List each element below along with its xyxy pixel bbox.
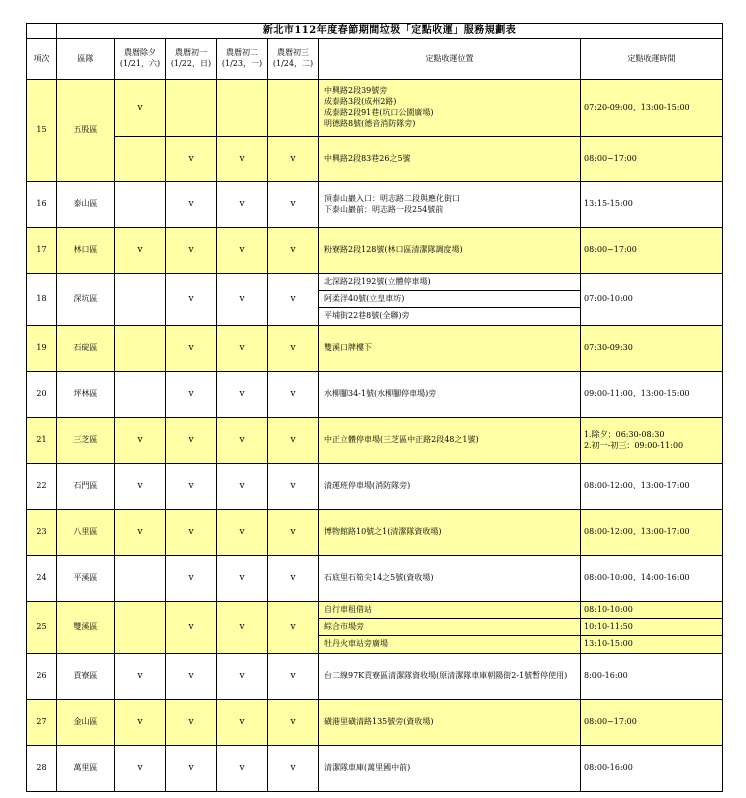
check-cell bbox=[115, 602, 166, 654]
header-time: 定點收運時間 bbox=[581, 39, 723, 80]
header-row bbox=[27, 39, 723, 80]
page-title: 新北市112年度春節期間垃圾「定點收運」服務規劃表 bbox=[57, 24, 723, 39]
check-cell: v bbox=[166, 418, 217, 464]
row-no: 22 bbox=[27, 464, 57, 510]
check-cell: v bbox=[217, 746, 268, 792]
time-line: 2.初一-初三：09:00-11:00 bbox=[584, 440, 684, 450]
check-cell: v bbox=[115, 80, 166, 137]
time-cell: 08:00~17:00 bbox=[581, 228, 723, 274]
time-cell: 09:00-11:00、13:00-15:00 bbox=[581, 372, 723, 418]
location-line: 成泰路3段(成州2路) bbox=[324, 97, 397, 107]
check-cell: v bbox=[166, 602, 217, 654]
row-district: 石門區 bbox=[57, 464, 115, 510]
header-day2: 農曆初一(1/22，日) bbox=[166, 39, 217, 80]
check-cell: v bbox=[217, 602, 268, 654]
time-cell: 08:10-10:00 bbox=[581, 602, 723, 619]
time-cell: 8:00-16:00 bbox=[581, 654, 723, 700]
time-cell: 07:00-10:00 bbox=[581, 274, 723, 326]
time-cell: 08:00-12:00、13:00-17:00 bbox=[581, 464, 723, 510]
header-location: 定點收運位置 bbox=[319, 39, 581, 80]
check-cell: v bbox=[115, 654, 166, 700]
row-no: 24 bbox=[27, 556, 57, 602]
row-district: 萬里區 bbox=[57, 746, 115, 792]
row-no: 18 bbox=[27, 274, 57, 326]
time-cell: 08:00~17:00 bbox=[581, 700, 723, 746]
row-no: 21 bbox=[27, 418, 57, 464]
check-cell: v bbox=[166, 700, 217, 746]
check-cell: v bbox=[166, 372, 217, 418]
check-cell: v bbox=[268, 326, 319, 372]
table-row bbox=[27, 182, 723, 228]
row-no: 15 bbox=[27, 80, 57, 182]
schedule-table bbox=[26, 23, 723, 792]
check-cell: v bbox=[166, 464, 217, 510]
location-cell: 中興路2段83巷26之5號 bbox=[319, 137, 581, 182]
check-cell: v bbox=[217, 700, 268, 746]
check-cell: v bbox=[115, 464, 166, 510]
check-cell: v bbox=[268, 654, 319, 700]
row-district: 雙溪區 bbox=[57, 602, 115, 654]
table-row bbox=[27, 137, 723, 182]
row-district: 坪林區 bbox=[57, 372, 115, 418]
location-cell bbox=[319, 80, 581, 137]
location-cell: 平埔街22巷8號(全聯)旁 bbox=[319, 308, 581, 326]
time-cell: 07:20-09:00、13:00-15:00 bbox=[581, 80, 723, 137]
table-row bbox=[27, 418, 723, 464]
row-no: 23 bbox=[27, 510, 57, 556]
location-cell: 牡丹火車站旁廣場 bbox=[319, 636, 581, 654]
check-cell: v bbox=[217, 654, 268, 700]
location-cell: 水柳腳34-1號(水柳腳停車場)旁 bbox=[319, 372, 581, 418]
time-cell: 08:00-10:00、14:00-16:00 bbox=[581, 556, 723, 602]
header-day3: 農曆初二(1/23，一) bbox=[217, 39, 268, 80]
row-no: 17 bbox=[27, 228, 57, 274]
time-cell: 13:10-15:00 bbox=[581, 636, 723, 654]
row-no: 20 bbox=[27, 372, 57, 418]
check-cell: v bbox=[268, 418, 319, 464]
location-cell bbox=[319, 182, 581, 228]
time-cell: 08:00~17:00 bbox=[581, 137, 723, 182]
check-cell: v bbox=[166, 228, 217, 274]
location-cell: 雙溪口牌樓下 bbox=[319, 326, 581, 372]
empty-corner-cell bbox=[27, 24, 57, 39]
check-cell bbox=[166, 80, 217, 137]
check-cell bbox=[268, 80, 319, 137]
check-cell bbox=[115, 326, 166, 372]
table-row bbox=[27, 464, 723, 510]
row-no: 26 bbox=[27, 654, 57, 700]
location-cell: 博物館路10號之1(清潔隊資收場) bbox=[319, 510, 581, 556]
header-day4: 農曆初三(1/24，二) bbox=[268, 39, 319, 80]
table-row bbox=[27, 510, 723, 556]
check-cell: v bbox=[166, 556, 217, 602]
check-cell bbox=[115, 137, 166, 182]
table-row bbox=[27, 700, 723, 746]
check-cell bbox=[115, 182, 166, 228]
check-cell: v bbox=[166, 182, 217, 228]
location-cell: 中正立體停車場(三芝區中正路2段48之1號) bbox=[319, 418, 581, 464]
check-cell: v bbox=[217, 228, 268, 274]
check-cell: v bbox=[268, 228, 319, 274]
header-district: 區隊 bbox=[57, 39, 115, 80]
location-cell: 台二線97K貢寮區清潔隊資收場(原清潔隊車庫朝陽街2-1號暫停使用) bbox=[319, 654, 581, 700]
location-cell: 清運班停車場(消防隊旁) bbox=[319, 464, 581, 510]
header-no: 項次 bbox=[27, 39, 57, 80]
row-no: 25 bbox=[27, 602, 57, 654]
check-cell: v bbox=[268, 602, 319, 654]
check-cell: v bbox=[217, 372, 268, 418]
row-district: 八里區 bbox=[57, 510, 115, 556]
check-cell: v bbox=[166, 654, 217, 700]
check-cell bbox=[115, 556, 166, 602]
row-no: 28 bbox=[27, 746, 57, 792]
row-no: 27 bbox=[27, 700, 57, 746]
check-cell: v bbox=[268, 556, 319, 602]
check-cell bbox=[217, 80, 268, 137]
check-cell: v bbox=[217, 137, 268, 182]
location-cell: 北深路2段192號(立體停車場) bbox=[319, 274, 581, 291]
check-cell: v bbox=[268, 137, 319, 182]
table-row bbox=[27, 746, 723, 792]
check-cell: v bbox=[217, 510, 268, 556]
location-cell: 石底里石筍尖14之5號(資收場) bbox=[319, 556, 581, 602]
time-cell: 08:00-12:00、13:00-17:00 bbox=[581, 510, 723, 556]
table-row bbox=[27, 556, 723, 602]
check-cell: v bbox=[268, 182, 319, 228]
table-row bbox=[27, 602, 723, 619]
location-cell: 自行車租借站 bbox=[319, 602, 581, 619]
check-cell: v bbox=[115, 228, 166, 274]
check-cell: v bbox=[268, 274, 319, 326]
check-cell: v bbox=[217, 556, 268, 602]
table-row bbox=[27, 80, 723, 137]
location-line: 中興路2段39號旁 bbox=[324, 86, 388, 96]
header-day1: 農曆除夕(1/21，六) bbox=[115, 39, 166, 80]
check-cell bbox=[115, 274, 166, 326]
check-cell: v bbox=[166, 510, 217, 556]
check-cell: v bbox=[268, 510, 319, 556]
time-line: 1.除夕：06:30-08:30 bbox=[584, 429, 665, 439]
check-cell: v bbox=[217, 274, 268, 326]
check-cell: v bbox=[115, 418, 166, 464]
row-district: 三芝區 bbox=[57, 418, 115, 464]
check-cell: v bbox=[166, 274, 217, 326]
time-cell: 10:10-11:50 bbox=[581, 619, 723, 636]
check-cell: v bbox=[217, 464, 268, 510]
check-cell: v bbox=[217, 326, 268, 372]
check-cell: v bbox=[268, 372, 319, 418]
row-no: 19 bbox=[27, 326, 57, 372]
location-cell: 清潔隊車庫(萬里國中前) bbox=[319, 746, 581, 792]
location-cell: 磺港里磺清路135號旁(資收場) bbox=[319, 700, 581, 746]
schedule-sheet bbox=[26, 23, 722, 792]
location-cell: 綜合市場旁 bbox=[319, 619, 581, 636]
check-cell bbox=[115, 372, 166, 418]
row-no: 16 bbox=[27, 182, 57, 228]
time-cell: 08:00-16:00 bbox=[581, 746, 723, 792]
check-cell: v bbox=[268, 464, 319, 510]
check-cell: v bbox=[268, 746, 319, 792]
table-row bbox=[27, 274, 723, 291]
check-cell: v bbox=[166, 746, 217, 792]
check-cell: v bbox=[166, 326, 217, 372]
table-row bbox=[27, 654, 723, 700]
location-line: 明德路8號(德音消防隊旁) bbox=[324, 118, 416, 128]
check-cell: v bbox=[217, 418, 268, 464]
row-district: 泰山區 bbox=[57, 182, 115, 228]
check-cell: v bbox=[217, 182, 268, 228]
check-cell: v bbox=[115, 510, 166, 556]
check-cell: v bbox=[268, 700, 319, 746]
location-cell: 阿柔洋40號(立皇車坊) bbox=[319, 291, 581, 308]
location-line: 成泰路2段91巷(坑口公園廣場) bbox=[324, 108, 434, 117]
time-cell: 13:15-15:00 bbox=[581, 182, 723, 228]
table-row bbox=[27, 228, 723, 274]
row-district: 林口區 bbox=[57, 228, 115, 274]
row-district: 平溪區 bbox=[57, 556, 115, 602]
location-line: 下泰山巖前：明志路一段254號前 bbox=[324, 204, 444, 214]
row-district: 石碇區 bbox=[57, 326, 115, 372]
row-district: 金山區 bbox=[57, 700, 115, 746]
time-cell: 07:30-09:30 bbox=[581, 326, 723, 372]
check-cell: v bbox=[166, 137, 217, 182]
check-cell: v bbox=[115, 746, 166, 792]
location-cell: 粉寮路2段128號(林口區清潔隊調度場) bbox=[319, 228, 581, 274]
row-district: 深坑區 bbox=[57, 274, 115, 326]
row-district: 五股區 bbox=[57, 80, 115, 182]
location-line: 頂泰山巖入口：明志路二段與應化街口 bbox=[324, 193, 460, 203]
check-cell: v bbox=[115, 700, 166, 746]
row-district: 貢寮區 bbox=[57, 654, 115, 700]
table-row bbox=[27, 326, 723, 372]
table-row bbox=[27, 372, 723, 418]
time-cell bbox=[581, 418, 723, 464]
